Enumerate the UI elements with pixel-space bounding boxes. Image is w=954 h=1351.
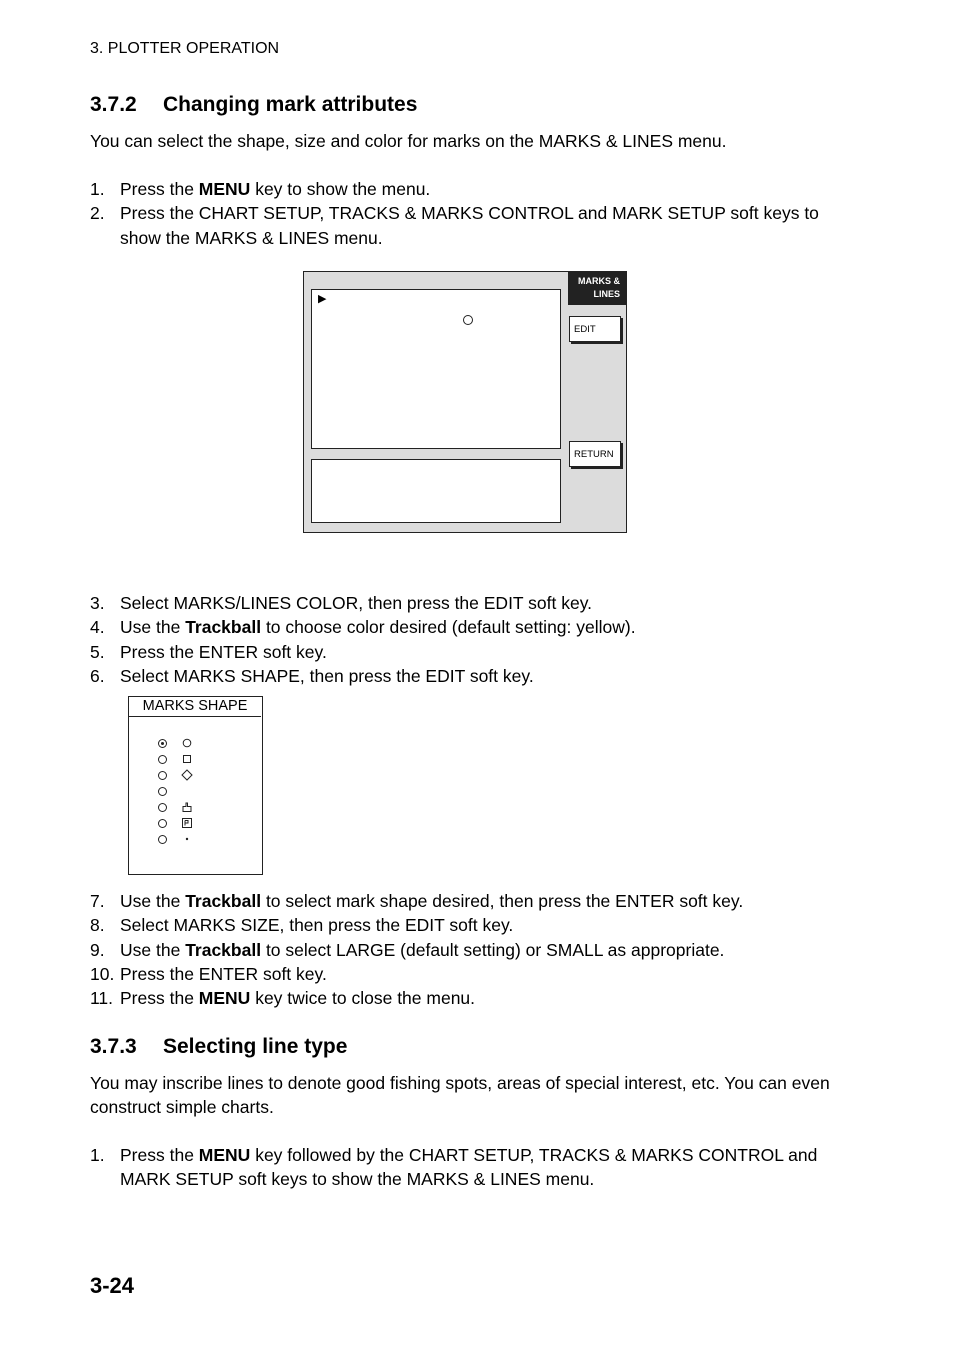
key-name: Trackball — [185, 939, 262, 960]
shape-radio-button[interactable] — [158, 835, 167, 844]
cursor-arrow-icon: ▶ — [318, 293, 327, 305]
steps-list-d — [90, 1143, 855, 1192]
step-item: 10. Press the ENTER soft key. — [90, 962, 855, 986]
circle-mark-icon — [463, 315, 473, 325]
edit-softkey[interactable]: EDIT — [569, 316, 621, 342]
circle-icon — [181, 737, 193, 749]
step-number: 2. — [90, 203, 105, 224]
info-box — [311, 459, 561, 523]
step-item: 2. Press the CHART SETUP, TRACKS & MARKS CONTROL and MARK SETUP soft keys to show the MARKS & LINES menu. — [90, 203, 819, 248]
section-intro: You may inscribe lines to denote good fishing spots, areas of special interest, etc. You can even construct simple charts. — [90, 1073, 830, 1117]
shape-radio-button[interactable] — [158, 739, 167, 748]
shape-radio-button[interactable] — [158, 771, 167, 780]
key-name: Trackball — [185, 891, 262, 911]
step-item: 6. Select MARKS SHAPE, then press the EDIT soft key. — [90, 664, 855, 688]
steps-list-c — [90, 889, 855, 1010]
section-heading-3-7-2 — [90, 93, 417, 117]
marks-shape-window — [128, 696, 263, 875]
step-item: 3. Select MARKS/LINES COLOR, then press the EDIT soft key. — [90, 591, 855, 615]
step-item: 9. Use the Trackball to select LARGE (default setting) or SMALL as appropriate. — [90, 938, 855, 962]
step-number: 5. — [90, 641, 105, 662]
step-item: 1. Press the MENU key followed by the CHART SETUP, TRACKS & MARKS CONTROL and MARK SETUP soft keys to show the MARKS & LINES menu. — [90, 1145, 818, 1190]
page-number: 3-24 — [90, 1273, 135, 1298]
step-number: 3. — [90, 593, 105, 613]
key-name: MENU — [198, 179, 251, 199]
menu-title-line2: LINES — [593, 289, 620, 299]
section-intro: You can select the shape, size and color for marks on the MARKS & LINES menu. — [90, 131, 727, 151]
step-item: 1. Press the MENU key to show the menu. — [90, 177, 855, 201]
section-number: 3.7.2 — [90, 93, 137, 116]
step-number: 9. — [90, 939, 105, 960]
boxed-flag-icon — [181, 817, 193, 829]
section-title: Selecting line type — [163, 1035, 348, 1058]
step-number: 10. — [90, 963, 115, 984]
steps-list-a — [90, 177, 855, 250]
step-number: 4. — [90, 617, 105, 638]
dot-icon — [181, 833, 193, 845]
shape-radio-button[interactable] — [158, 755, 167, 764]
shape-radio-button[interactable] — [158, 803, 167, 812]
step-item: 4. Use the Trackball to choose color desired (default setting: yellow). — [90, 615, 855, 639]
step-number: 11. — [90, 988, 114, 1009]
section-title: Changing mark attributes — [163, 93, 418, 116]
running-header: 3. PLOTTER OPERATION — [90, 40, 280, 57]
shape-radio-button[interactable] — [158, 787, 167, 796]
menu-list-box — [311, 289, 561, 449]
menu-title-line1: MARKS & — [578, 276, 620, 286]
step-number: 8. — [90, 915, 105, 936]
step-item: 8. Select MARKS SIZE, then press the EDIT soft key. — [90, 913, 855, 937]
flag-icon — [181, 801, 193, 813]
step-number: 6. — [90, 665, 105, 686]
key-name: Trackball — [185, 617, 262, 638]
section-heading-3-7-3 — [90, 1035, 347, 1059]
step-item: 7. Use the Trackball to select mark shape desired, then press the ENTER soft key. — [90, 889, 855, 913]
square-icon — [181, 753, 193, 765]
marks-shape-title: MARKS SHAPE — [129, 697, 261, 717]
menu-title-tab — [568, 272, 626, 305]
step-number: 1. — [90, 179, 105, 199]
step-item: 5. Press the ENTER soft key. — [90, 640, 855, 664]
key-name: MENU — [198, 1145, 251, 1165]
marks-lines-menu-screen — [303, 271, 627, 533]
step-item: 11. Press the MENU key twice to close the menu. — [90, 986, 855, 1010]
return-softkey[interactable]: RETURN — [569, 441, 621, 467]
diamond-icon — [181, 769, 193, 781]
step-number: 7. — [90, 891, 105, 911]
section-number: 3.7.3 — [90, 1035, 137, 1058]
shape-radio-button[interactable] — [158, 819, 167, 828]
step-number: 1. — [90, 1145, 105, 1165]
key-name: MENU — [198, 988, 251, 1009]
steps-list-b — [90, 591, 855, 688]
